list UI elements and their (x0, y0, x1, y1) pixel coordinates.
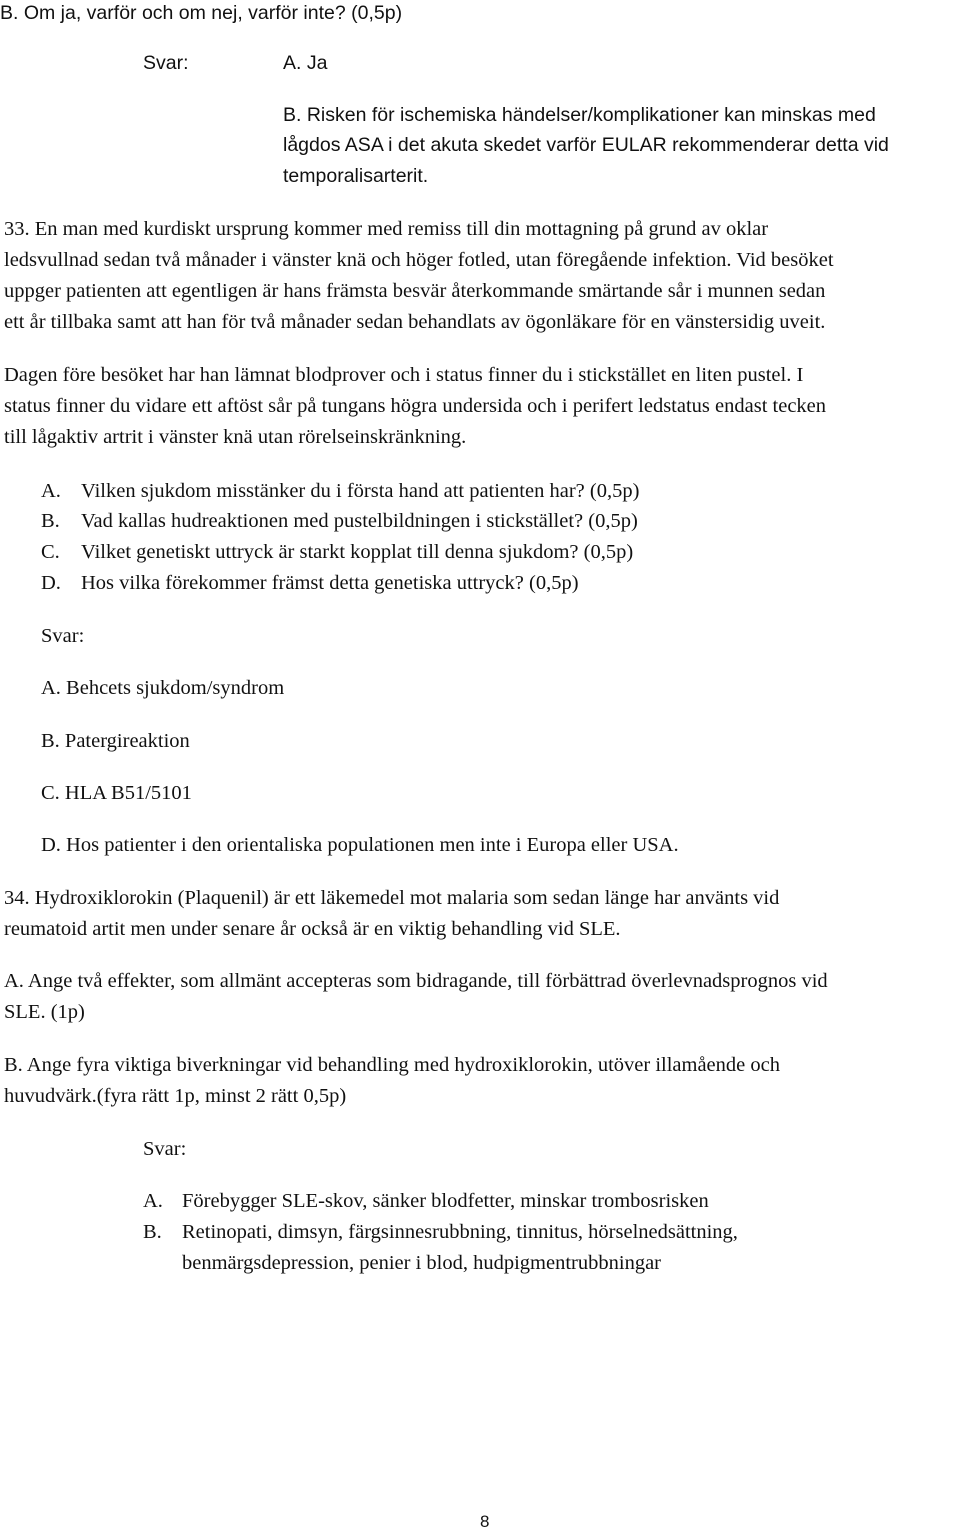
q33-question-letter: C. (41, 541, 60, 563)
q34-answer-line: Retinopati, dimsyn, färgsinnesrubbning, tinnitus, hörselnedsättning, (182, 1221, 738, 1243)
q33-status-line: status finner du vidare ett aftöst sår på tungans högra undersida och i perifert ledstatus endast tecken (4, 395, 827, 417)
q34-answer-line: Förebygger SLE-skov, sänker blodfetter, minskar trombosrisken (182, 1190, 709, 1212)
q33-question-text: Vilket genetiskt uttryck är starkt kopplat till denna sjukdom? (0,5p) (81, 541, 634, 563)
q34-svar-label: Svar: (143, 1138, 187, 1160)
q34-answer-letter: A. (143, 1190, 163, 1212)
q32-answer-a: A. Ja (283, 52, 328, 74)
q34-part-b-line: B. Ange fyra viktiga biverkningar vid behandling med hydroxiklorokin, utöver illamående och (4, 1054, 780, 1076)
q33-question-text: Vilken sjukdom misstänker du i första hand att patienten har? (0,5p) (81, 480, 640, 502)
q34-part-a-line: SLE. (1p) (4, 1001, 85, 1023)
q34-intro-line: reumatoid artit men under senare år också är en viktig behandling vid SLE. (4, 918, 621, 940)
q33-case-line: uppger patienten att egentligen är hans främsta besvär återkommande smärtande sår i munnen sedan (4, 280, 826, 302)
q33-answer: D. Hos patienter i den orientaliska populationen men inte i Europa eller USA. (41, 834, 679, 856)
q33-question-letter: D. (41, 572, 61, 594)
q33-answer: B. Patergireaktion (41, 730, 190, 752)
q34-answer-line: benmärgsdepression, penier i blod, hudpigmentrubbningar (182, 1252, 661, 1274)
q33-answer: C. HLA B51/5101 (41, 782, 192, 804)
q33-question-text: Hos vilka förekommer främst detta genetiska uttryck? (0,5p) (81, 572, 579, 594)
q33-case-line: 33. En man med kurdiskt ursprung kommer med remiss till din mottagning på grund av oklar (4, 218, 769, 240)
q33-answer: A. Behcets sjukdom/syndrom (41, 677, 285, 699)
q33-question-letter: A. (41, 480, 61, 502)
q33-status-line: till lågaktiv artrit i vänster knä utan rörelseinskränkning. (4, 426, 467, 448)
q33-status-line: Dagen före besöket har han lämnat blodprover och i status finner du i stickstället en liten pustel. I (4, 364, 804, 386)
q33-svar-label: Svar: (41, 625, 85, 647)
q34-answer-letter: B. (143, 1221, 162, 1243)
q33-case-line: ledsvullnad sedan två månader i vänster knä och höger fotled, utan föregående infektion. Vid besöket (4, 249, 834, 271)
q33-case-line: ett år tillbaka samt att han för två månader sedan behandlats av ögonläkare för en vänstersidig uveit. (4, 311, 826, 333)
q33-question-text: Vad kallas hudreaktionen med pustelbildningen i stickstället? (0,5p) (81, 510, 638, 532)
q32-answer-b-line: B. Risken för ischemiska händelser/komplikationer kan minskas med (283, 104, 876, 126)
q32-answer-b-line: lågdos ASA i det akuta skedet varför EULAR rekommenderar detta vid (283, 134, 889, 156)
q32-answer-b-line: temporalisarterit. (283, 165, 429, 187)
q34-part-a-line: A. Ange två effekter, som allmänt accepteras som bidragande, till förbättrad överlevnadsprognos vid (4, 970, 828, 992)
q33-question-letter: B. (41, 510, 60, 532)
q32-svar-label: Svar: (143, 52, 189, 74)
q34-part-b-line: huvudvärk.(fyra rätt 1p, minst 2 rätt 0,5p) (4, 1085, 347, 1107)
q34-intro-line: 34. Hydroxiklorokin (Plaquenil) är ett läkemedel mot malaria som sedan länge har använts vid (4, 887, 780, 909)
page-number: 8 (480, 1512, 490, 1531)
q32-part-b: B. Om ja, varför och om nej, varför inte? (0,5p) (0, 2, 403, 24)
